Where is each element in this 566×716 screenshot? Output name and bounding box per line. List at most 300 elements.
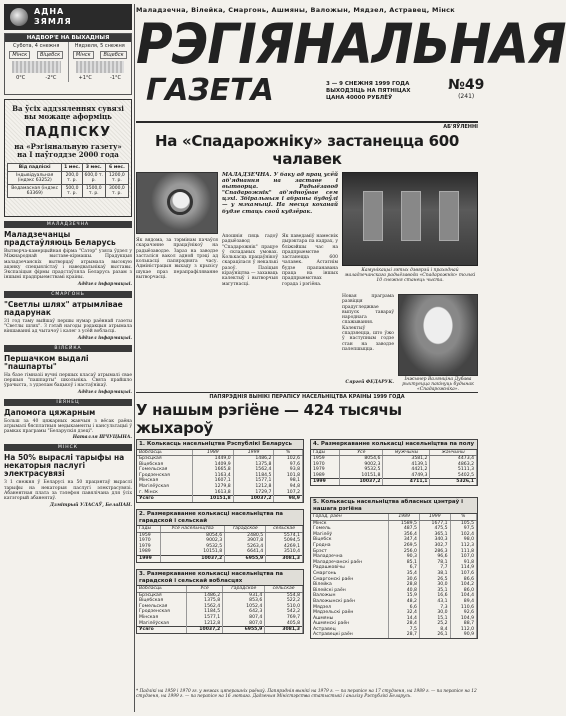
table-cell: Гомель [311,526,389,532]
table-cell: 14,4 [389,616,420,622]
table-cell: 356,4 [389,532,420,538]
factory-logo-photo [136,172,218,234]
story-headline: На «Спадарожніку» застанецца 600 чалавек [154,132,460,168]
table-cell: 1449,0 [193,456,234,462]
table-cell: 112,3 [450,543,476,549]
table-cell: 4473,4 [430,456,477,462]
adna-zyamlya-logo [4,4,132,30]
table-cell: 1184,5 [233,473,274,479]
table-cell: 6955,9 [223,627,265,633]
weather-temp: -2°С [45,75,57,81]
table-cell: 1279,8 [193,484,234,490]
table-cell: 10037,2 [233,496,274,502]
table-cell: 35,1 [419,588,450,594]
table-cell: 554,8 [265,592,303,598]
table-cell: 7,5 [389,627,420,633]
table-cell: 1577,1 [186,615,222,621]
table-cell: Віцебская [137,462,193,468]
census-table-2 [136,509,304,563]
table-cell: 1999 [137,555,161,561]
table-cell: Смаргонскі раён [311,577,389,583]
column-header: гарадское [223,586,265,592]
issue-number-total: (241) [458,93,475,100]
table-cell: 522,2 [265,598,303,604]
weather-city: Віцебск [100,51,126,59]
weather-temp: +1°С [78,75,92,81]
column-header: Усё [186,586,222,592]
table-cell: 105,5 [450,520,476,526]
table-cell: 1989 [311,473,340,479]
census-table-3 [136,569,304,634]
column-header: Гады [137,526,161,532]
table-cell: 1979 [311,467,340,473]
price-cell: 600,0 т. р. [82,172,105,185]
issue-schedule: ВЫХОДЗІЦЬ НА ПЯТНІЦАХ [326,88,411,94]
table-cell: 8,4 [419,627,450,633]
brief-text: Больш за 40 цяжарных жанчын з вёсак раёна атрымалі бясплатныя медыкаменты і кансультацыі ў рамках праграмы "Беларускія дзеці". [4,418,132,435]
column-header: % [450,514,476,520]
price-header: 3 мес. [82,164,105,172]
table-cell: 97,5 [450,526,476,532]
table-cell: 86,6 [450,577,476,583]
weather-day-1 [5,42,69,82]
table-cell: 769,7 [265,615,303,621]
table-cell: 1677,1 [419,520,450,526]
table-cell: Ашмянскі раён [311,621,389,627]
story-lead: МАЛАДЗЕЧНА. У баку ад прац усёй аб'яднання на заставе і вытворца. Радыёзавод "Спадарожнік" аб'ядноўвае сем цэхі. Збіральныя і абраны будоўлі — у мэхамыці. На месца коханай будзе стаць свой кудзёрак. [222,172,338,215]
table-cell: Гродзенская [137,473,193,479]
table-cell: Маладзечна [311,554,389,560]
table-cell: 30,0 [419,582,450,588]
table-cell: 1607,1 [193,478,234,484]
masthead-title: РЭГІЯНАЛЬНАЯ [136,12,566,77]
table-total-row [137,496,303,502]
issue-number [448,77,484,100]
table-cell: 4139,1 [383,462,430,468]
table-cell: 4749,3 [383,473,430,479]
table-cell: Магілёўская [137,484,193,490]
table-cell: 4711,1 [383,479,430,485]
newspaper-page [4,4,566,712]
weather-title: НАДВОР'Е НА ВЫХАДНЫЯ [5,34,131,42]
weather-day-2 [69,42,132,82]
subscription-line2: вы можаце аформіць [24,112,112,121]
table-cell: 1589,5 [389,520,420,526]
table-cell: 104,9 [450,616,476,622]
table-cell: 104,4 [450,593,476,599]
table-cell: Гомельская [137,604,186,610]
table-title: 5. Колькасць насельніцтва абласных цэнтраў і нашага рэгіёна [311,498,477,514]
table-cell: Магілёў [311,532,389,538]
census-data-table [137,450,303,502]
table-cell: 78,1 [419,560,450,566]
section-tag: МІНСК [4,444,132,451]
cloud-icon [12,61,61,73]
factory-entrance-photo [342,172,478,266]
table-cell: 98,9 [274,496,303,502]
issue-number-value: №49 [448,77,485,93]
table-cell: Гродна [311,543,389,549]
globe-icon [10,8,28,26]
table-cell: 90,3 [389,554,420,560]
table-cell: 3081,3 [265,627,303,633]
table-cell: 475,5 [419,526,450,532]
table-cell: 28,4 [389,621,420,627]
table-cell: 25,2 [419,621,450,627]
table-cell: Усяго [137,496,193,502]
table-cell: 4269,1 [266,544,303,550]
table-cell: 5094,5 [266,538,303,544]
photo-caption: Камунікацыі гэтых дзвярэй і праходнай маладзечанскага радыёзавода «Спадарожнік» толькі 10 снежня станець чыста. [344,268,476,284]
table-cell: 1562,4 [186,604,222,610]
column-header: Вобласць [137,450,193,456]
issue-price: ЦАНА 40000 РУБЛЁЎ [326,95,393,101]
brief-4 [4,399,132,441]
table-cell: 8054,6 [340,456,383,462]
table-cell: 340,3 [419,537,450,543]
brief-sign: Наталля ШЧУЦЫНА. [72,435,132,441]
door-shape [401,191,421,241]
table-cell: 4421,2 [383,467,430,473]
table-cell: 1375,8 [186,598,222,604]
column-header: % [274,450,303,456]
table-cell: 1052,4 [223,604,265,610]
subscription-ad [4,99,132,217]
brief-title: "Светлы шлях" атрымлівае падарунак [4,299,123,317]
table-cell: 2480,5 [225,532,266,538]
table-cell: Валожынскі раён [311,599,389,605]
table-cell: 405,8 [265,621,303,627]
weather-day-label: Нядзеля, 5 снежня [74,43,125,49]
right-column [136,4,566,712]
column-header: Усё [340,450,383,456]
price-cell: 3000,0 т. р. [105,185,128,198]
table-cell: 853,6 [223,598,265,604]
table-title: 1. Колькасць насельніцтва Рэспублікі Беларусь [137,440,303,450]
table-cell: 104,2 [450,582,476,588]
census-tables [136,439,478,697]
table-cell: 6,7 [389,565,420,571]
table-cell: 1959 [311,456,340,462]
table-row [311,632,477,638]
table-cell: 111,8 [450,549,476,555]
table-total-row [311,479,477,485]
table-cell: 9532,5 [161,544,225,550]
census-data-table [137,586,303,633]
table-cell: 10037,2 [340,479,383,485]
table-cell: 107,2 [274,490,303,496]
table-cell: Гомельская [137,467,193,473]
table-cell: 102,6 [274,456,303,462]
story-col-2: Апошнія пяць гадоў радыёзавод "Спадарожнік" працуе ў складаных умовах. Колькасць працаўнікоў скарацілася ў некалькі разоў. Пазіцыя кіраўніцтва — захаваць калектыў і вытворчыя магутнасці. [222,234,278,287]
table-cell: 107,6 [450,571,476,577]
census-headline: У нашым рэгіёне — 424 тысячы жыхароў [136,401,402,437]
table-cell: 1959 [137,532,161,538]
table-cell: 6955,9 [225,555,266,561]
table-cell: 107,0 [450,554,476,560]
table-row [8,185,129,198]
table-cell: 91,8 [450,560,476,566]
column-header: 1989 [193,450,234,456]
column-header: жанчыны [430,450,477,456]
table-cell: 10151,8 [161,549,225,555]
story-kicker: АБ'ЯЎЛЕННІ [443,124,478,130]
price-cell: Ведамасная (індэкс 63369) [8,185,62,198]
section-tag: СМАРГОНЬ [4,291,132,298]
issue-info [326,81,410,102]
table-cell: 92,6 [450,610,476,616]
table-cell: 112,0 [450,627,476,633]
table-cell: 15,1 [419,616,450,622]
table-title: 2. Размеркаванне колькасці насельніцтва па гарадской і сельскай [137,510,303,526]
brief-title: Дапомога цяжарным [4,407,96,417]
logo-line1: АДНА [34,7,65,16]
table-cell: 89,4 [450,599,476,605]
table-cell: Віцебская [137,598,186,604]
table-cell: 90,9 [450,632,476,638]
table-cell: 286,3 [419,549,450,555]
table-cell: 7,3 [419,605,450,611]
table-cell: 85,1 [389,560,420,566]
table-cell: 16,6 [419,593,450,599]
table-cell: Маладзечанскі раён [311,560,389,566]
table-cell: 1212,8 [233,484,274,490]
price-header: 6 мес. [105,164,128,172]
table-cell: 5111,3 [430,467,477,473]
weather-city: Мінск [73,51,94,59]
table-cell: 15,9 [389,593,420,599]
table-cell: 26,1 [419,632,450,638]
census-data-table [137,526,303,562]
table-cell: 98,0 [450,537,476,543]
table-cell: 6,6 [389,605,420,611]
table-cell: 43,1 [419,599,450,605]
logo-line2: ЗЯМЛЯ [34,17,72,26]
column-header: гарадское [225,526,266,532]
table-cell: 807,0 [223,621,265,627]
table-cell: 1562,4 [233,467,274,473]
table-cell: 10151,8 [340,473,383,479]
table-cell: 1486,2 [186,592,222,598]
column-header: Вобласць [137,586,186,592]
brief-2 [4,291,132,341]
table-cell: 1979 [137,544,161,550]
brief-title: На 50% выраслі тарыфы на некаторыя паслугі электрасувязі [4,453,125,479]
cloud-icon [76,61,125,73]
table-cell: 32,4 [389,610,420,616]
door-shape [363,191,383,241]
weather-city: Мінск [9,51,30,59]
table-cell: 3510,4 [266,549,303,555]
table-cell: 1409,9 [193,462,234,468]
table-cell: 302,7 [419,543,450,549]
table-cell: 1999 [311,479,340,485]
brief-sign: Аддзел інфармацыі. [77,335,132,341]
table-cell: 10037,2 [161,555,225,561]
story-col-1: Як вядома, за тэрмінам пачаўся скарачэнне працаўнікоў на радыёзаводзе. Зараз на заводзе засталіся вакол адной трэці ад колькасці папярэдняга часу. Адміністрацыя выхаду з крызісу шукае праз перапрафіляванне вытворчасці. [136,238,218,281]
table-cell: 1989 [137,549,161,555]
table-cell: 1729,7 [233,490,274,496]
story-col-3: Як паведаміў намеснік дырэктара па кадрах, у бліжэйшы час на прадпрыемстве застанецца 600 чалавек. Астатнім будзе прапанавана праца на іншых прадпрыемствах горада і рэгіёна. [282,234,338,287]
story-body [136,172,478,392]
table-cell: Валожын [311,593,389,599]
masthead-subtitle: ГАЗЕТА [146,73,274,108]
table-cell: 9532,5 [340,467,383,473]
door-shape [439,191,459,241]
table-cell: 6641,4 [225,549,266,555]
table-cell: 510,0 [265,604,303,610]
table-cell: 102,4 [450,532,476,538]
table-cell: 5402,5 [430,473,477,479]
census-table-4 [310,439,478,486]
table-cell: 88,7 [450,621,476,627]
subscription-line4: на I паўгоддзе 2000 года [17,150,119,159]
brief-1 [4,221,132,287]
table-cell: 1970 [137,538,161,544]
table-cell: 40,8 [389,588,420,594]
table-cell: Мінская [137,615,186,621]
brief-sign: Аддзел інфармацыі. [77,389,132,395]
column-header: сельскае [266,526,303,532]
table-cell: 3081,3 [266,555,303,561]
table-cell: 256,0 [389,549,420,555]
census-kicker: ПАПЯРЭДНІЯ ВЫНІКІ ПЕРАПІСУ НАСЕЛЬНІЦТВА КРАІНЫ 1999 ГОДА [209,394,405,400]
engineer-portrait-photo [398,294,478,376]
column-header: Гады [311,450,340,456]
table-cell: 1577,1 [233,478,274,484]
price-header: 1 мес. [62,164,82,172]
brief-sign: Аддзел інфармацыі. [77,281,132,287]
table-cell: 38,1 [419,571,450,577]
table-cell: Брэсцкая [137,456,193,462]
table-cell: 1665,8 [193,467,234,473]
table-cell: 26,5 [419,577,450,583]
census-data-table [311,450,477,486]
brief-5 [4,444,132,507]
table-cell: 30,6 [389,577,420,583]
table-cell: 114,9 [450,565,476,571]
table-cell: Брэсцкая [137,592,186,598]
table-cell: Мядзельскі раён [311,610,389,616]
section-tag: МАЛАДЗЕЧНА [4,221,132,228]
brief-title: Першачком выдалі "пашпарты" [4,353,89,371]
table-cell: 3581,2 [383,456,430,462]
table-cell: 97,6 [274,462,303,468]
subscription-line3: на «Рэгіянальную газету» [14,142,122,151]
table-cell: Астравецкі раён [311,632,389,638]
table-cell: 30,0 [419,610,450,616]
brief-text: На базе гімназіі вучні першых класаў атрымалі свае першыя "пашпарты" школьніка. Свята прайшло ўрачыста, з удзелам бацькоў і настаўнікаў. [4,372,132,389]
table-cell: Брэст [311,549,389,555]
table-cell: Віцебск [311,537,389,543]
table-total-row [137,555,303,561]
subscription-line1: Ва ўсіх аддзяленнях сувязі [12,104,124,113]
column-header: сельскае [265,586,303,592]
portrait-caption: Інжынер Валянціна Дубава рыхтуецца пакінуць будынак «Спадарожніка». [402,377,474,392]
table-cell: Мінская [137,478,193,484]
weather-city: Віцебск [37,51,63,59]
subscription-big: ПАДПІСКУ [24,125,112,140]
table-cell: 28,8 [389,582,420,588]
table-cell: 1613,8 [193,490,234,496]
table-cell: Ашмяны [311,616,389,622]
table-cell: 28,7 [389,632,420,638]
brief-title: Маладзечанцы прадстаўляюць Беларусь [4,230,116,247]
column-header: Горад, раён [311,514,389,520]
table-cell: 10037,2 [186,627,222,633]
weather-temp: 0°С [16,75,26,81]
table-cell: 542,2 [265,609,303,615]
masthead [136,12,566,117]
price-header: Від падпіскі [8,164,62,172]
price-cell: 200,0 т. р. [62,172,82,185]
table-cell: Вілейка [311,582,389,588]
table-cell: 5326,1 [430,479,477,485]
table-cell: 1375,8 [233,462,274,468]
brief-text: 31 год таму выйшаў першы нумар раённай газеты "Светлы шлях". З гэтай нагоды рэдакцыя атрымала віншаванні ад чытачоў і калег з усёй вобласці. [4,318,132,335]
column-header: 1999 [419,514,450,520]
table-cell: 101,8 [274,473,303,479]
table-title: 4. Размеркаванне колькасці насельніцтва па полу [311,440,477,450]
table-cell: 94,8 [274,484,303,490]
table-cell: 3907,8 [225,538,266,544]
column-divider [134,4,135,712]
table-cell: 269,5 [389,543,420,549]
table-cell: Мядзел [311,605,389,611]
table-cell: 7,7 [419,565,450,571]
table-cell: 807,4 [223,615,265,621]
table-cell: 8054,6 [161,532,225,538]
story-sign: Сяргей ФЕДАРУК. [345,380,394,385]
price-cell: 500,0 т. р. [62,185,82,198]
weather-temp: -1°С [109,75,121,81]
table-cell: Астравец [311,627,389,633]
issue-date: 3 — 9 СНЕЖНЯ 1999 ГОДА [326,81,410,87]
table-cell: Радашковічы [311,565,389,571]
satellite-logo-icon [167,189,193,215]
table-cell: 96,6 [419,554,450,560]
table-cell: 9002,3 [340,462,383,468]
table-cell: 1184,5 [186,609,222,615]
weather-day-label: Субота, 4 снежня [13,43,60,49]
column-header: 1999 [233,450,274,456]
left-column [4,4,132,712]
table-cell: 98,1 [274,478,303,484]
table-cell: Усяго [137,627,186,633]
brief-text: Вытворча-камерцыйная фірма "Сатор" узяла ўдзел у Міжнароднай выставе-кірмашы. Прадукцыя маладзечанскіх вытворцаў атрымала высокую ацэнку спецыялістаў і наведвальнікаў выставы. Экспазіцыя фірмы прадстаўляла Беларусь разам з іншымі прадпрыемствамі краіны. [4,249,132,281]
table-cell: Мінск [311,520,389,526]
section-tag: ІВЯНЕЦ [4,399,132,406]
table-cell: 35,4 [389,571,420,577]
brief-3 [4,345,132,395]
subscription-price-table [7,163,129,198]
weather-box [4,33,132,95]
section-tag: ВІЛЕЙКА [4,345,132,352]
price-cell: 1500,0 т. р. [82,185,105,198]
table-cell: Вілейскі раён [311,588,389,594]
table-cell: 5574,1 [266,532,303,538]
table-cell: 1970 [311,462,340,468]
table-cell: 93,8 [274,467,303,473]
table-cell: Магілёўская [137,621,186,627]
table-cell: Гродзенская [137,609,186,615]
table-cell: 5263,4 [225,544,266,550]
census-table-1 [136,439,304,503]
census-data-table [311,514,477,638]
table-cell: 487,5 [389,526,420,532]
price-cell: Індывідуальная (індэкс 63252) [8,172,62,185]
table-cell: 1163,4 [193,473,234,479]
